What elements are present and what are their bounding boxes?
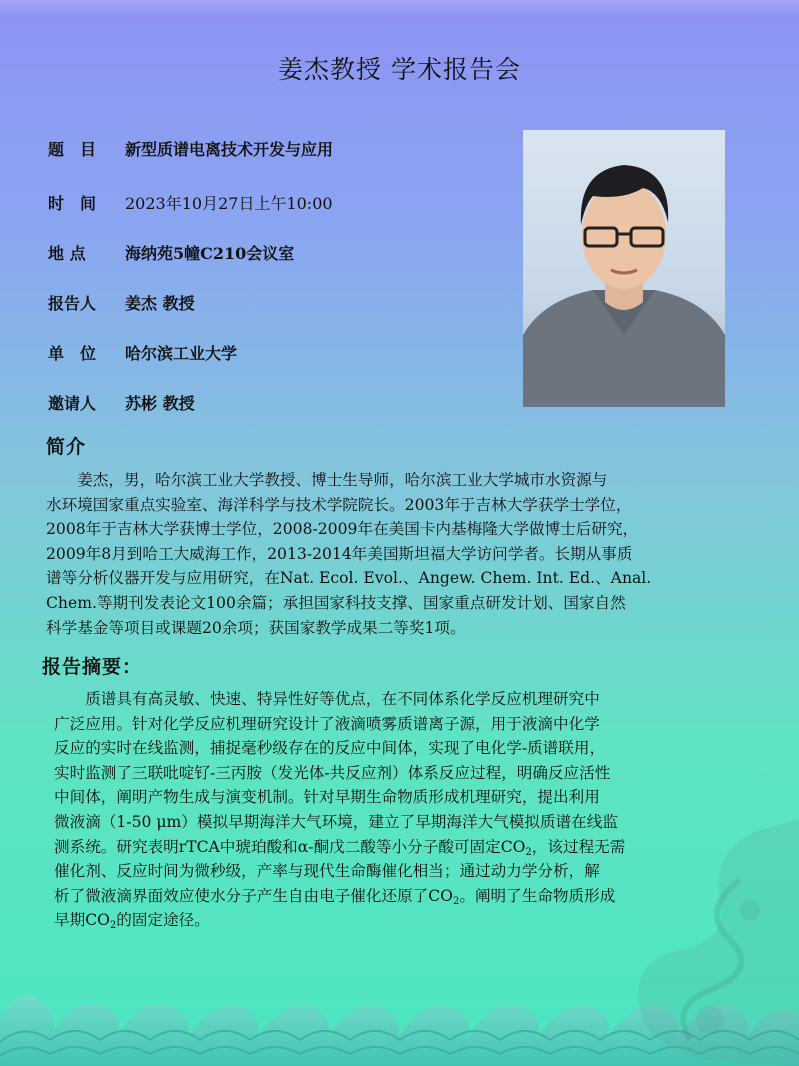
info-value: 姜杰 教授: [125, 294, 195, 313]
abstract-heading: 报告摘要：: [42, 656, 143, 678]
abstract-line: 广泛应用。针对化学反应机理研究设计了液滴喷雾质谱离子源，用于液滴中化学: [54, 714, 600, 733]
info-label: 题 目: [48, 140, 97, 159]
intro-line: 2008年于吉林大学获博士学位，2008-2009年在美国卡内基梅隆大学做博士后研究，: [46, 520, 639, 539]
top-band: [0, 0, 799, 14]
abstract-line: 催化剂、反应时间为微秒级，产率与现代生命酶催化相当；通过动力学分析，解: [54, 862, 600, 881]
abstract-line: 析了微液滴界面效应使水分子产生自由电子催化还原了$CO_2$。阐明了生命物质形成: [54, 886, 616, 907]
info-row-time: [48, 191, 333, 214]
abstract-line: 中间体，阐明产物生成与演变机制。针对早期生命物质形成机理研究，提出利用: [54, 788, 600, 807]
info-row-speaker: [48, 291, 195, 314]
intro-line: 水环境国家重点实验室、海洋科学与技术学院院长。2003年于吉林大学获学士学位，: [46, 495, 632, 514]
speaker-photo: [523, 130, 725, 407]
info-row-affiliation: [48, 341, 237, 364]
info-label: 报告人: [48, 294, 97, 313]
info-value: 哈尔滨工业大学: [125, 344, 238, 363]
abstract-line: 反应的实时在线监测，捕捉毫秒级存在的反应中间体，实现了电化学-质谱联用，: [54, 739, 606, 758]
abstract-line: 测系统。研究表明rTCA中琥珀酸和α-酮戊二酸等小分子酸可固定$CO_2$，该过程无需: [54, 837, 626, 858]
abstract-line: 早期$CO_2$的固定途径。: [54, 911, 210, 932]
info-label: 邀请人: [48, 394, 97, 413]
info-value: 苏彬 教授: [125, 394, 195, 413]
page-title: 姜杰教授 学术报告会: [278, 55, 521, 84]
info-label: 时 间: [48, 194, 97, 213]
intro-line: Chem.等期刊发表论文100余篇；承担国家科技支撑、国家重点研发计划、国家自然: [46, 593, 626, 612]
abstract-line: 微液滴（1-50 μm）模拟早期海洋大气环境，建立了早期海洋大气模拟质谱在线监: [54, 812, 618, 831]
abstract-line: 质谱具有高灵敏、快速、特异性好等优点，在不同体系化学反应机理研究中: [54, 690, 600, 708]
info-row-place: [48, 241, 294, 264]
abstract-line: 实时监测了三联吡啶钌-三丙胺（发光体-共反应剂）体系反应过程，明确反应活性: [54, 763, 611, 782]
intro-paragraph: [46, 468, 758, 640]
intro-line: 谱等分析仪器开发与应用研究，在Nat. Ecol. Evol.、Angew. Chem. Int. Ed.、Anal.: [46, 569, 652, 588]
info-value: 2023年10月27日上午10:00: [125, 194, 333, 213]
info-label: 地 点: [48, 244, 86, 263]
info-label: 单 位: [48, 344, 97, 363]
info-row-host: [48, 391, 195, 414]
intro-line: 2009年8月到哈工大威海工作，2013-2014年美国斯坦福大学访问学者。长期从事质: [46, 544, 633, 563]
co2-subscript: 2: [452, 895, 460, 907]
intro-line: 姜杰，男，哈尔滨工业大学教授、博士生导师，哈尔滨工业大学城市水资源与: [46, 471, 608, 489]
abstract-paragraph: [54, 687, 754, 933]
info-value: 新型质谱电离技术开发与应用: [125, 140, 334, 159]
co2-subscript: 2: [525, 846, 532, 858]
intro-line: 科学基金等项目或课题20余项；获国家教学成果二等奖1项。: [46, 618, 466, 637]
info-row-topic: [48, 137, 333, 160]
intro-heading: 简介: [46, 436, 87, 458]
co2-subscript: 2: [109, 920, 117, 932]
info-value: 海纳苑5幢C210会议室: [125, 244, 295, 263]
